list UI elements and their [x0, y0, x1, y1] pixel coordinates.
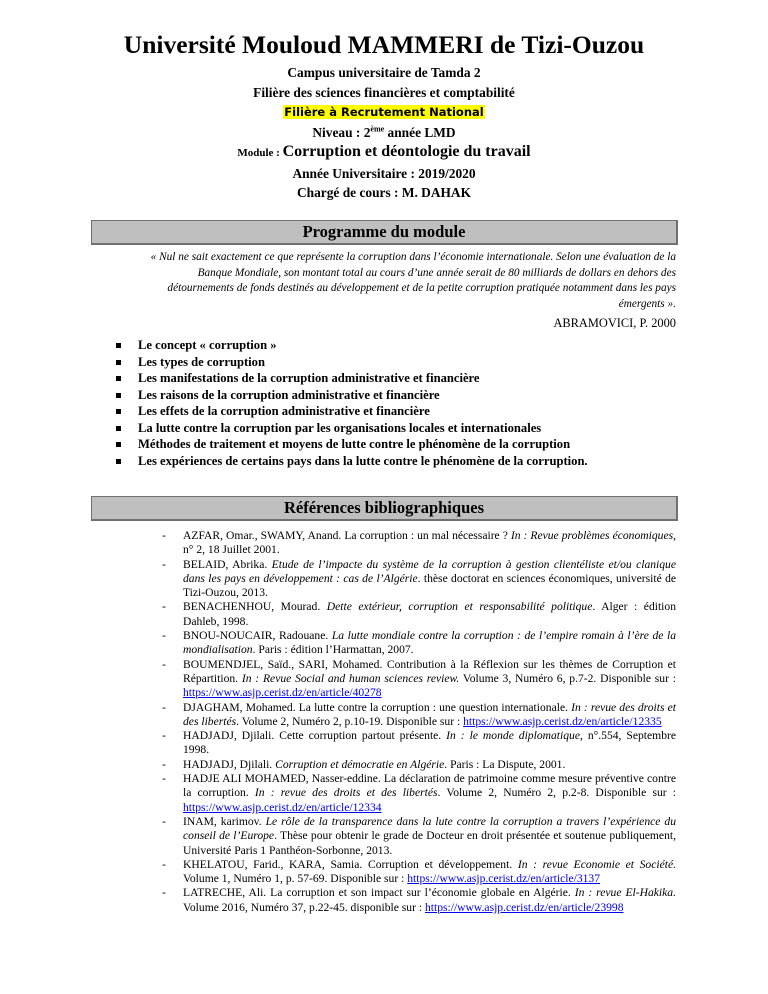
reference-text: KHELATOU, Farid., KARA, Samia. Corruption et développement.: [183, 857, 518, 871]
university-title: Université Mouloud MAMMERI de Tizi-Ouzou: [123, 30, 645, 59]
programme-item-text: Les manifestations de la corruption administrative et financière: [138, 371, 480, 385]
reference-text: BELAID, Abrika.: [183, 557, 272, 571]
dash-bullet: -: [162, 729, 166, 743]
reference-text: AZFAR, Omar., SWAMY, Anand. La corruption : un mal nécessaire ?: [183, 529, 511, 542]
reference-item: [162, 701, 676, 730]
reference-link[interactable]: https://www.asjp.cerist.dz/en/article/3137: [407, 872, 601, 886]
module-title: Corruption et déontologie du travail: [282, 143, 531, 160]
reference-text: LATRECHE, Ali. La corruption et son impact sur l’économie globale en Algérie.: [183, 886, 575, 900]
reference-source: In : le monde diplomatique: [446, 729, 580, 743]
reference-item: [162, 658, 676, 701]
reference-text: BNOU-NOUCAIR, Radouane.: [183, 629, 332, 643]
reference-text: DJAGHAM, Mohamed. La lutte contre la corruption : une question internationale.: [183, 700, 572, 714]
references-list: [162, 529, 676, 915]
square-bullet-icon: [116, 426, 121, 431]
square-bullet-icon: [116, 393, 121, 398]
reference-source: Corruption et démocratie en Algérie: [275, 757, 445, 771]
square-bullet-icon: [116, 442, 121, 447]
reference-details: , n° 2, 18 Juillet 2001.: [183, 529, 677, 557]
programme-item: [112, 420, 588, 437]
dash-bullet: -: [162, 629, 166, 643]
reference-text: INAM, karimov.: [183, 814, 266, 828]
reference-item: [162, 815, 676, 858]
dash-bullet: -: [162, 886, 166, 900]
reference-details: . thèse doctorat en sciences économiques, université de Tizi-Ouzou, 2013.: [183, 571, 677, 600]
reference-text: HADJE ALI MOHAMED, Nasser-eddine. La déclaration de patrimoine comme mesure préventive contre la corruption.: [183, 772, 676, 800]
dash-bullet: -: [162, 700, 166, 714]
campus-line: Campus universitaire de Tamda 2: [287, 65, 481, 80]
reference-details: , n°.554, Septembre 1998.: [183, 729, 676, 757]
square-bullet-icon: [116, 360, 121, 365]
programme-item: [112, 453, 588, 470]
programme-list: [112, 337, 588, 469]
reference-link[interactable]: https://www.asjp.cerist.dz/en/article/23998: [424, 900, 624, 914]
module-label: Module :: [237, 147, 283, 159]
programme-item: [112, 337, 588, 354]
reference-link[interactable]: https://www.asjp.cerist.dz/en/article/40278: [183, 686, 382, 700]
reference-item: [162, 758, 676, 772]
dash-bullet: -: [162, 772, 166, 786]
programme-item-text: Les expériences de certains pays dans la lutte contre le phénomène de la corruption.: [138, 453, 588, 468]
reference-source: In : Revue problèmes économiques: [510, 529, 674, 542]
reference-item: [162, 629, 676, 658]
programme-item: [112, 354, 588, 371]
reference-source: In : revue El-Hakika.: [574, 886, 676, 900]
charge-line: Chargé de cours : M. DAHAK: [296, 185, 472, 200]
niveau-line: [0, 123, 768, 143]
programme-item-text: La lutte contre la corruption par les organisations locales et internationales: [138, 420, 542, 435]
square-bullet-icon: [116, 409, 121, 414]
reference-source: In : revue des droits et des libertés: [254, 786, 438, 800]
dash-bullet: -: [162, 814, 166, 828]
reference-item: [162, 772, 676, 815]
annee-line: Année Universitaire : 2019/2020: [292, 165, 476, 181]
reference-source: Etude de l’impacte du système de la corruption à gestion clientéliste et/ou clanique dans les pays en développement : cas de l’Algérie: [183, 557, 676, 585]
reference-source: Le rôle de la transparence dans la lute contre la corruption a travers l’expérience du conseil de l’Europe: [183, 814, 676, 843]
recrutement-highlight: Filière à Recrutement National: [284, 105, 484, 119]
reference-details: Volume 1, Numéro 1, p. 57-69. Disponible sur :: [183, 872, 408, 886]
reference-item: [162, 729, 676, 758]
reference-details: . Paris : La Dispute, 2001.: [444, 757, 566, 771]
programme-item: [112, 436, 588, 453]
epigraph-author: ABRAMOVICI, P. 2000: [553, 316, 676, 330]
programme-item-text: Le concept « corruption »: [138, 338, 277, 352]
dash-bullet: -: [162, 857, 166, 871]
reference-text: BOUMENDJEL, Saïd., SARI, Mohamed. Contribution à la Réflexion sur les thèmes de Corruption et Répartition.: [183, 657, 676, 685]
niveau-superscript: ème: [370, 124, 385, 134]
dash-bullet: -: [162, 529, 166, 542]
niveau-prefix: Niveau : 2: [312, 124, 371, 140]
reference-details: Volume 3, Numéro 6, p.7-2. Disponible sur :: [459, 671, 676, 685]
square-bullet-icon: [116, 459, 121, 464]
dash-bullet: -: [162, 600, 166, 614]
programme-item-text: Les raisons de la corruption administrative et financière: [138, 387, 440, 402]
programme-item: [112, 370, 588, 387]
filiere-line: Filière des sciences financières et comptabilité: [253, 84, 515, 100]
epigraph-quote: « Nul ne sait exactement ce que représente la corruption dans l’économie internationale. Selon une évaluation de la Banque Mondiale, son montant total au cours d’une année serait de 80 milliards de dollars en dehors des détournements de fonds destinés au développement et de la petite corruption pratiquée notamment dans les pays émergents ».: [150, 251, 676, 310]
reference-source: In : revue Economie et Société.: [517, 857, 676, 871]
programme-item-text: Méthodes de traitement et moyens de lutte contre le phénomène de la corruption: [138, 437, 571, 451]
reference-text: HADJADJ, Djilali.: [183, 757, 276, 771]
reference-details: . Thèse pour obtenir le grade de Docteur en droit présentée et soutenue publiquement, Université Paris 1 Panthéon-Sorbonne, 2013.: [183, 829, 676, 857]
square-bullet-icon: [116, 343, 121, 348]
reference-item: [162, 558, 676, 601]
document-header: [0, 30, 768, 203]
programme-item: [112, 387, 588, 404]
programme-item: [112, 403, 588, 420]
reference-source: La lutte mondiale contre la corruption : de l’empire romain à l’ère de la mondialisation: [183, 629, 676, 657]
reference-link[interactable]: https://www.asjp.cerist.dz/en/article/12334: [183, 800, 382, 814]
reference-details: Volume 2016, Numéro 37, p.22-45. disponible sur :: [183, 900, 425, 914]
reference-details: . Volume 2, Numéro 2, p.10-19. Disponible sur :: [236, 714, 464, 728]
recrutement-line: [0, 102, 768, 123]
reference-source: In : Revue Social and human sciences review.: [241, 671, 460, 685]
reference-text: HADJADJ, Djilali. Cette corruption partout présente.: [183, 729, 447, 743]
module-line: [0, 142, 768, 164]
reference-item: [162, 886, 676, 915]
reference-details: . Paris : édition l’Harmattan, 2007.: [252, 643, 414, 657]
niveau-suffix: année LMD: [384, 124, 456, 140]
reference-details: . Alger : édition Dahleb, 1998.: [183, 600, 676, 628]
dash-bullet: -: [162, 557, 166, 571]
programme-section-heading: Programme du module: [91, 220, 678, 245]
references-section-heading: Références bibliographiques: [91, 496, 678, 521]
dash-bullet: -: [162, 657, 166, 671]
square-bullet-icon: [116, 376, 121, 381]
programme-item-text: Les types de corruption: [138, 354, 265, 369]
reference-source: In : revue des droits et des libertés: [183, 700, 676, 728]
reference-item: [162, 858, 676, 887]
reference-link[interactable]: https://www.asjp.cerist.dz/en/article/12335: [463, 714, 662, 728]
reference-text: BENACHENHOU, Mourad.: [183, 600, 327, 614]
reference-item: [162, 529, 676, 558]
reference-source: Dette extérieur, corruption et responsabilité politique: [326, 600, 593, 614]
reference-item: [162, 600, 676, 629]
dash-bullet: -: [162, 757, 166, 771]
programme-item-text: Les effets de la corruption administrative et financière: [138, 404, 430, 418]
reference-details: . Volume 2, Numéro 2, p.2-8. Disponible sur :: [437, 786, 677, 800]
